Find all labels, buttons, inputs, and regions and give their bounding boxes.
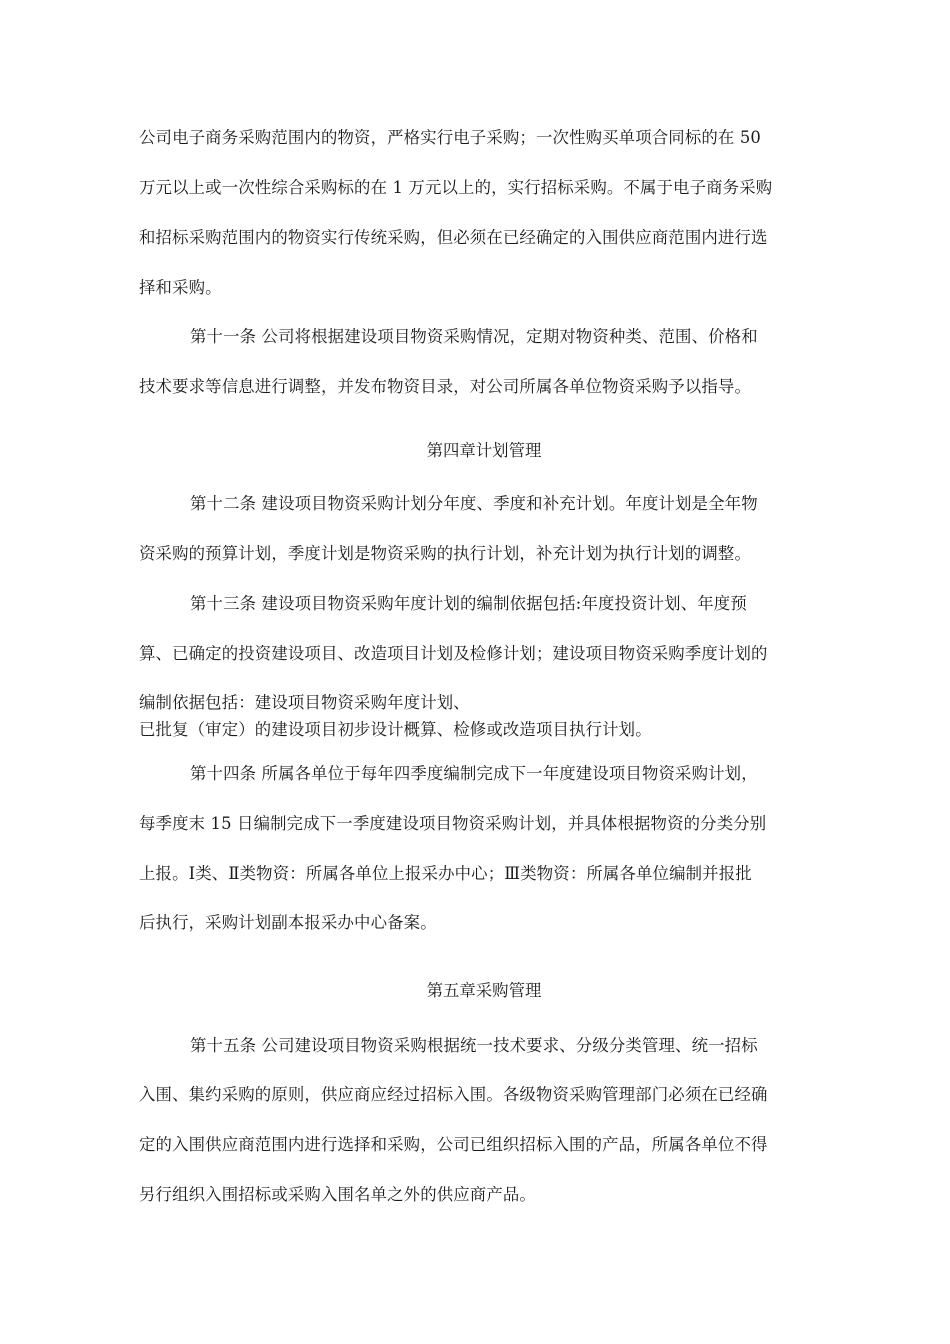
- article-15-line: 另行组织入围招标或采购入围名单之外的供应商产品。: [139, 1185, 536, 1204]
- article-14-line: 第十四条 所属各单位于每年四季度编制完成下一年度建设项目物资采购计划，: [190, 764, 758, 783]
- article-13-line: 第十三条 建设项目物资采购年度计划的编制依据包括:年度投资计划、年度预: [190, 594, 747, 613]
- chapter-5-heading: 第五章采购管理: [426, 981, 542, 1000]
- paragraph-line: 择和采购。: [139, 278, 222, 297]
- article-14-line: 每季度末 15 日编制完成下一季度建设项目物资采购计划，并具体根据物资的分类分别: [139, 814, 767, 833]
- article-15-line: 第十五条 公司建设项目物资采购根据统一技术要求、分级分类管理、统一招标: [190, 1036, 758, 1055]
- article-12-line: 第十二条 建设项目物资采购计划分年度、季度和补充计划。年度计划是全年物: [190, 494, 758, 513]
- article-15-line: 定的入围供应商范围内进行选择和采购，公司已组织招标入围的产品，所属各单位不得: [139, 1135, 768, 1154]
- article-13-line: 已批复（审定）的建设项目初步设计概算、检修或改造项目执行计划。: [139, 720, 652, 739]
- article-11-line: 第十一条 公司将根据建设项目物资采购情况，定期对物资种类、范围、价格和: [190, 327, 758, 346]
- paragraph-line: 公司电子商务采购范围内的物资，严格实行电子采购；一次性购买单项合同标的在 50: [139, 128, 761, 147]
- article-15-line: 入围、集约采购的原则，供应商应经过招标入围。各级物资采购管理部门必须在已经确: [139, 1085, 768, 1104]
- article-13-line: 算、已确定的投资建设项目、改造项目计划及检修计划；建设项目物资采购季度计划的: [139, 644, 768, 663]
- article-12-line: 资采购的预算计划，季度计划是物资采购的执行计划，补充计划为执行计划的调整。: [139, 544, 752, 563]
- article-13-line: 编制依据包括：建设项目物资采购年度计划、: [139, 693, 470, 712]
- article-14-line: 后执行，采购计划副本报采办中心备案。: [139, 913, 437, 932]
- paragraph-line: 万元以上或一次性综合采购标的在 1 万元以上的，实行招标采购。不属于电子商务采购: [139, 178, 773, 197]
- chapter-4-heading: 第四章计划管理: [426, 441, 542, 460]
- article-14-line: 上报。Ⅰ类、Ⅱ类物资：所属各单位上报采办中心；Ⅲ类物资：所属各单位编制并报批: [139, 864, 752, 883]
- article-11-line: 技术要求等信息进行调整，并发布物资目录，对公司所属各单位物资采购予以指导。: [139, 377, 752, 396]
- paragraph-line: 和招标采购范围内的物资实行传统采购，但必须在已经确定的入围供应商范围内进行选: [139, 228, 768, 247]
